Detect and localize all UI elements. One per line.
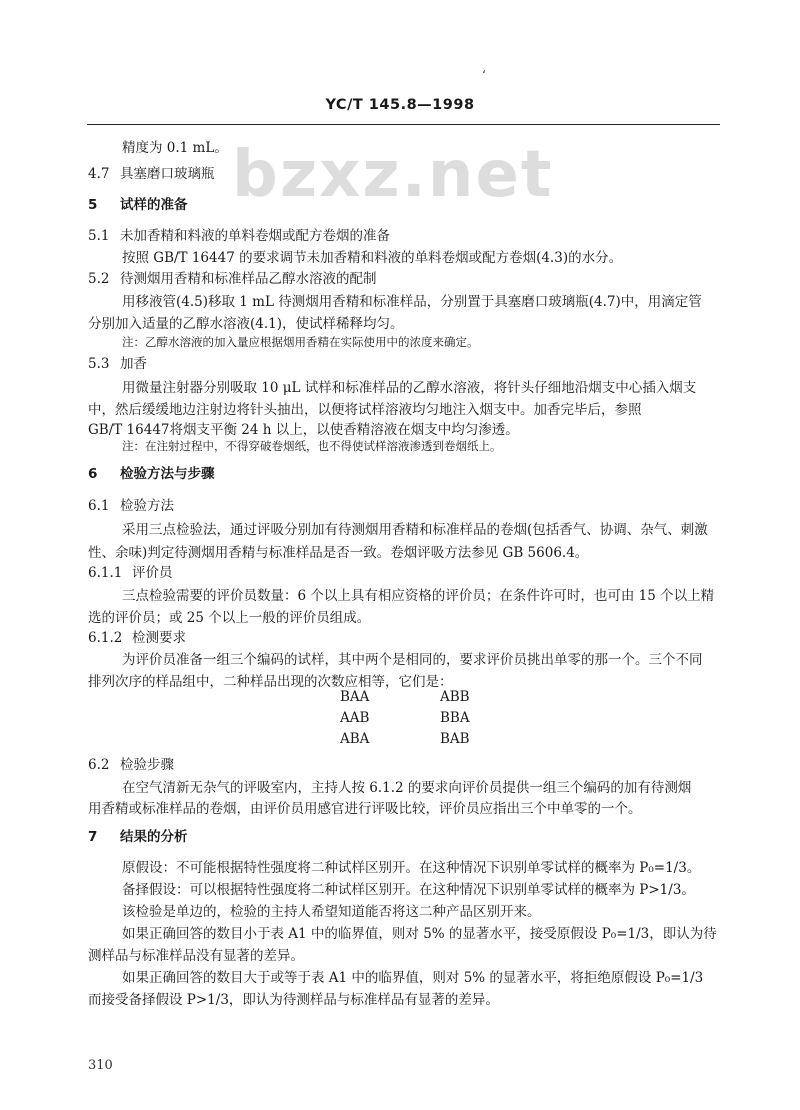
subsection-heading xyxy=(88,224,390,244)
clause-number: 5.1 xyxy=(88,228,110,244)
clause-title: 检验方法 xyxy=(120,498,174,514)
section-title: 检验方法与步骤 xyxy=(120,466,215,482)
standard-header: YC/T 145.8—1998 xyxy=(325,97,475,113)
subsection-heading xyxy=(88,561,173,581)
subsection-heading xyxy=(88,162,215,182)
section-heading xyxy=(88,825,188,845)
body-line: 按照 GB/T 16447 的要求调节未加香精和料液的单料卷烟或配方卷烟(4.3)的水分。 xyxy=(122,250,623,266)
sample-order: ABB xyxy=(440,689,470,705)
sample-order: BAB xyxy=(440,731,470,747)
clause-number: 6.2 xyxy=(88,757,110,773)
subsection-heading xyxy=(88,267,377,287)
section-number: 6 xyxy=(88,466,98,482)
body-line: 用微量注射器分别吸取 10 μL 试样和标准样品的乙醇水溶液，将针头仔细地沿烟支中心插入烟支 xyxy=(122,380,697,396)
clause-title: 未加香精和料液的单料卷烟或配方卷烟的准备 xyxy=(120,228,390,244)
header-rule xyxy=(87,124,720,125)
body-line: 用移液管(4.5)移取 1 mL 待测烟用香精和标准样品，分别置于具塞磨口玻璃瓶(4.7)中，用滴定管 xyxy=(122,294,702,310)
subsection-heading xyxy=(88,352,147,372)
section-number: 5 xyxy=(88,197,98,213)
body-line: GB/T 16447将烟支平衡 24 h 以上，以使香精溶液在烟支中均匀渗透。 xyxy=(88,422,519,438)
sample-order: ABA xyxy=(340,731,370,747)
body-line: 如果正确回答的数目大于或等于表 A1 中的临界值，则对 5% 的显著水平，将拒绝原假设 P₀=1/3 xyxy=(122,970,704,986)
body-line: 该检验是单边的，检验的主持人希望知道能否将这二种产品区别开来。 xyxy=(122,904,541,920)
body-line: 性、余味)判定待测烟用香精与标准样品是否一致。卷烟评吸方法参见 GB 5606.4。 xyxy=(88,545,589,561)
body-line: 精度为 0.1 mL。 xyxy=(122,140,228,156)
clause-number: 6.1.1 xyxy=(88,565,123,581)
body-line: 在空气清新无杂气的评吸室内，主持人按 6.1.2 的要求向评价员提供一组三个编码的加有待测烟 xyxy=(122,780,692,796)
subsection-heading xyxy=(88,626,186,646)
clause-title: 评价员 xyxy=(132,565,173,581)
clause-title: 检验步骤 xyxy=(120,757,174,773)
body-line: 中，然后缓缓地边注射边将针头抽出，以便将试样溶液均匀地注入烟支中。加香完毕后，参照 xyxy=(88,402,642,418)
clause-title: 检测要求 xyxy=(132,630,186,646)
note-line: 注：乙醇水溶液的加入量应根据烟用香精在实际使用中的浓度来确定。 xyxy=(122,335,479,349)
body-line: 选的评价员；或 25 个以上一般的评价员组成。 xyxy=(88,610,371,626)
section-title: 结果的分析 xyxy=(120,829,188,845)
body-line: 用香精或标准样品的卷烟，由评价员用感官进行评吸比较，评价员应指出三个中单零的一个。 xyxy=(88,801,642,817)
sample-order: AAB xyxy=(340,710,370,726)
clause-number: 5.3 xyxy=(88,356,110,372)
clause-number: 6.1.2 xyxy=(88,630,123,646)
body-line: 为评价员准备一组三个编码的试样，其中两个是相同的，要求评价员挑出单零的那一个。三个不同 xyxy=(122,652,703,668)
body-line: 三点检验需要的评价员数量：6 个以上具有相应资格的评价员；在条件许可时，也可由 15 个以上精 xyxy=(122,588,715,604)
sample-order: BAA xyxy=(340,689,370,705)
clause-number: 4.7 xyxy=(88,166,110,182)
scan-mark: ‘ xyxy=(482,68,486,82)
clause-number: 5.2 xyxy=(88,271,110,287)
clause-title: 加香 xyxy=(120,356,147,372)
body-line: 如果正确回答的数目小于表 A1 中的临界值，则对 5% 的显著水平，接受原假设 P₀=1/3，即认为待 xyxy=(122,926,717,942)
body-line: 备择假设：可以根据特性强度将二种试样区别开。在这种情况下识别单零试样的概率为 P>1/3。 xyxy=(122,882,695,898)
body-line: 原假设：不可能根据特性强度将二种试样区别开。在这种情况下识别单零试样的概率为 P₀=1/3。 xyxy=(122,860,701,876)
sample-order: BBA xyxy=(440,710,470,726)
subsection-heading xyxy=(88,753,174,773)
clause-title: 具塞磨口玻璃瓶 xyxy=(120,166,215,182)
clause-title: 待测烟用香精和标准样品乙醇水溶液的配制 xyxy=(120,271,377,287)
note-line: 注：在注射过程中，不得穿破卷烟纸，也不得使试样溶液渗透到卷烟纸上。 xyxy=(122,439,502,453)
section-number: 7 xyxy=(88,829,98,845)
body-line: 分别加入适量的乙醇水溶液(4.1)，使试样稀释均匀。 xyxy=(88,316,404,332)
watermark: bzxz.net xyxy=(232,138,554,212)
section-heading xyxy=(88,193,188,213)
body-line: 测样品与标准样品没有显著的差异。 xyxy=(88,948,304,964)
body-line: 而接受备择假设 P>1/3，即认为待测样品与标准样品有显著的差异。 xyxy=(88,992,499,1008)
section-title: 试样的准备 xyxy=(120,197,188,213)
body-line: 排列次序的样品组中，二种样品出现的次数应相等，它们是： xyxy=(88,674,453,690)
clause-number: 6.1 xyxy=(88,498,110,514)
page-number: 310 xyxy=(88,1058,113,1073)
body-line: 采用三点检验法，通过评吸分别加有待测烟用香精和标准样品的卷烟(包括香气、协调、杂气、刺激 xyxy=(122,522,708,538)
subsection-heading xyxy=(88,494,174,514)
section-heading xyxy=(88,462,215,482)
